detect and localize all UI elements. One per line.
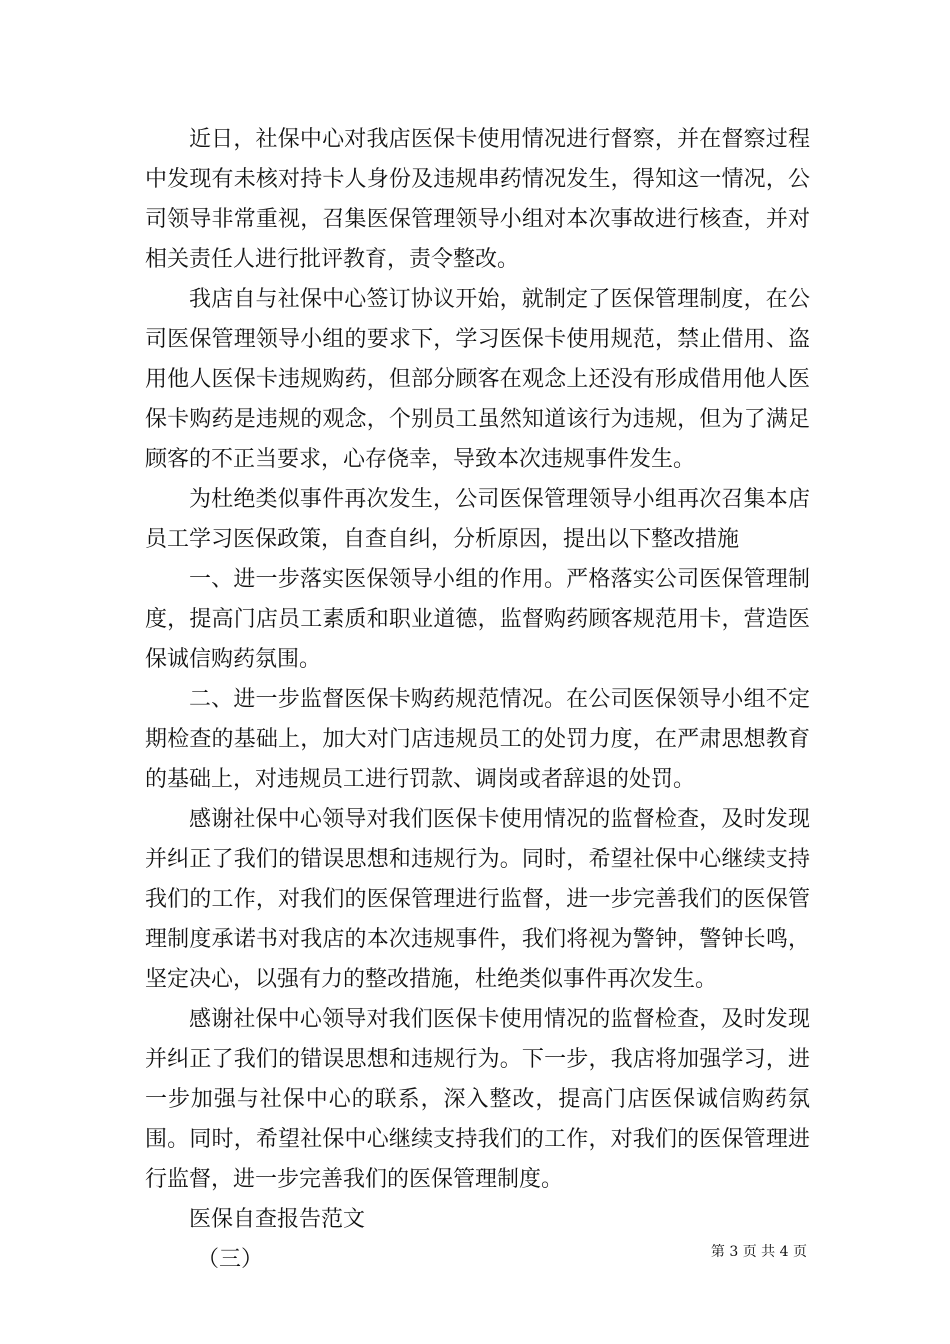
paragraph-2: 我店自与社保中心签订协议开始，就制定了医保管理制度，在公司医保管理领导小组的要求下，学习医保卡使用规范，禁止借用、盗用他人医保卡违规购药，但部分顾客在观念上还没有形成借用他人医保卡购药是违规的观念，个别员工虽然知道该行为违规，但为了满足顾客的不正当要求，心存侥幸，导致本次违规事件发生。 — [145, 287, 810, 472]
paragraph-6: 感谢社保中心领导对我们医保卡使用情况的监督检查，及时发现并纠正了我们的错误思想和违规行为。同时，希望社保中心继续支持我们的工作，对我们的医保管理进行监督，进一步完善我们的医保管理制度承诺书对我店的本次违规事件，我们将视为警钟，警钟长鸣，坚定决心，以强有力的整改措施，杜绝类似事件再次发生。 — [145, 807, 810, 992]
page-number-footer: 第 3 页 共 4 页 — [710, 1244, 807, 1260]
section-subheading: （三） — [197, 1247, 264, 1272]
paragraph-4: 一、进一步落实医保领导小组的作用。严格落实公司医保管理制度，提高门店员工素质和职业道德，监督购药顾客规范用卡，营造医保诚信购药氛围。 — [145, 567, 810, 672]
paragraph-3: 为杜绝类似事件再次发生，公司医保管理领导小组再次召集本店员工学习医保政策，自查自纠，分析原因，提出以下整改措施 — [145, 487, 810, 552]
paragraph-7: 感谢社保中心领导对我们医保卡使用情况的监督检查，及时发现并纠正了我们的错误思想和违规行为。下一步，我店将加强学习，进一步加强与社保中心的联系，深入整改，提高门店医保诚信购药氛围。同时，希望社保中心继续支持我们的工作，对我们的医保管理进行监督，进一步完善我们的医保管理制度。 — [145, 1007, 810, 1192]
section-heading: 医保自查报告范文 — [189, 1207, 366, 1232]
paragraph-1: 近日，社保中心对我店医保卡使用情况进行督察，并在督察过程中发现有未核对持卡人身份及违规串药情况发生，得知这一情况，公司领导非常重视，召集医保管理领导小组对本次事故进行核查，并对相关责任人进行批评教育，责令整改。 — [145, 127, 810, 272]
paragraph-5: 二、进一步监督医保卡购药规范情况。在公司医保领导小组不定期检查的基础上，加大对门店违规员工的处罚力度，在严肃思想教育的基础上，对违规员工进行罚款、调岗或者辞退的处罚。 — [145, 687, 810, 792]
document-body — [145, 120, 810, 1280]
